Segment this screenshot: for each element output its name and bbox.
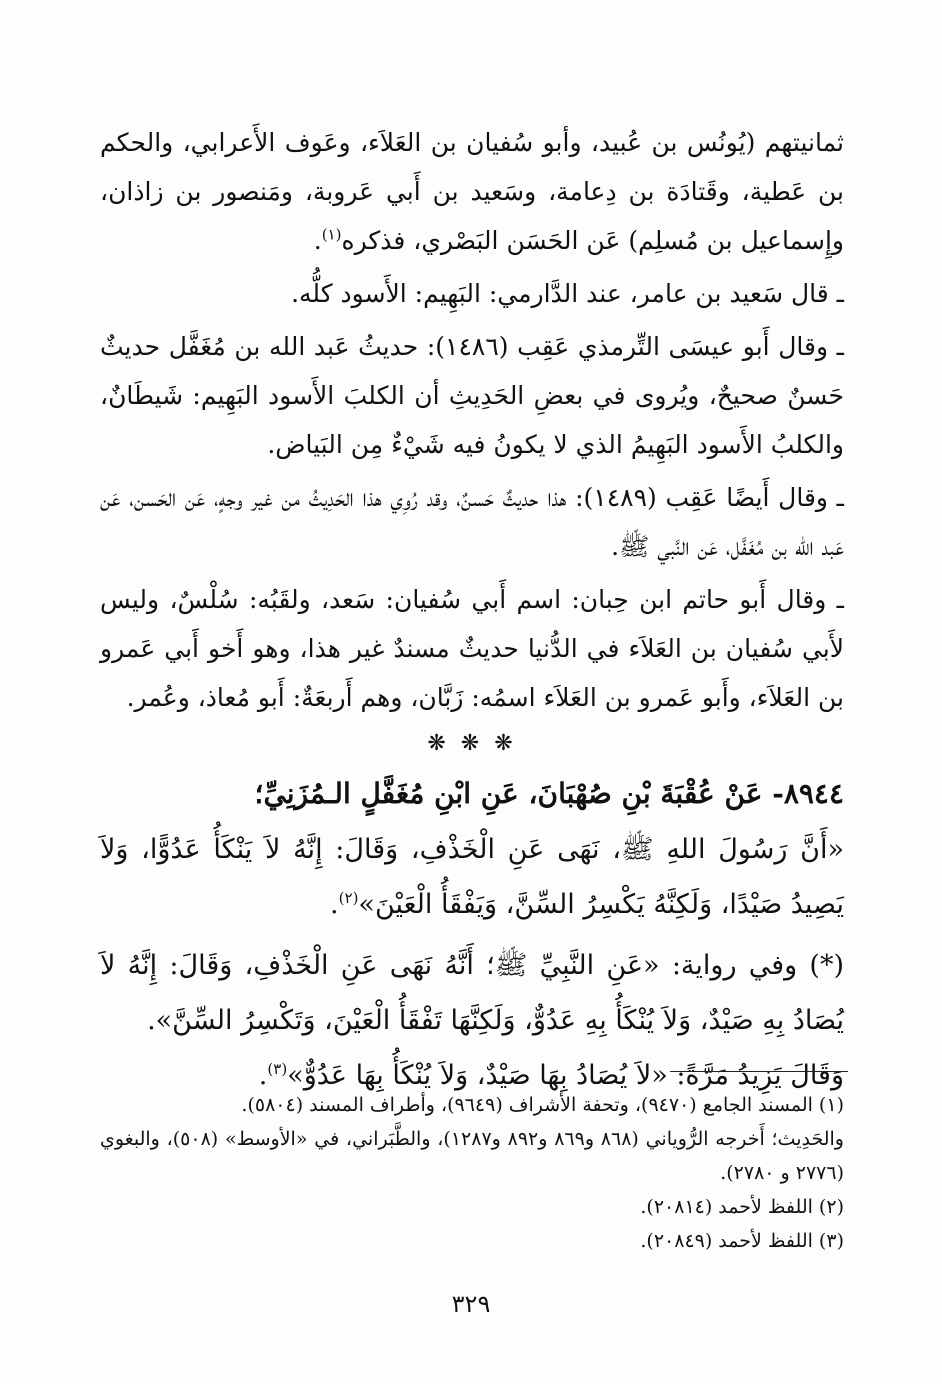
page-number: ٣٢٩ [451,1290,491,1318]
footnotes [100,1088,844,1258]
hadith-heading: ٨٩٤٤- عَنْ عُقْبَةَ بْنِ صُهْبَانَ، عَنِ ابْنِ مُغَفَّلٍ الـمُزَنِيِّ؛ [254,777,844,810]
paragraph-narrators: ثمانيتهم (يُونُس بن عُبيد، وأبو سُفيان بن العَلاَء، وعَوف الأَعرابي، والحكم بن عَطية، وقَتادَة بن دِعامة، وسَعيد بن أَبي عَروبة، ومَنصور بن زاذان، وإِسماعيل بن مُسلِم) عَن الحَسَن البَصْري، فذكره$^{(١)}$. [100,128,844,255]
yazid-body: وَقَالَ يَزِيدُ مَرَّةً: «لاَ يُصَادُ بِهَا صَيْدٌ، وَلاَ يُنْكَأُ بِهَا عَدُوٌّ» [287,1060,844,1091]
section-separator: ❋ ❋ ❋ [427,731,517,756]
paragraph-tirmidhi-1489: ـ وقال أَيضًا عَقِب (١٤٨٩): هذا حديثٌ حَسنٌ، وقد رُوِي هذا الحَدِيثُ من غير وجهٍ، عَن الحَسن، عَن عَبد الله بن مُغَفَّل، عَن النَّبي ﷺ. [100,483,844,561]
footnote-ref: (٢) [338,889,359,907]
paragraph-ibn-hibban: ـ وقال أَبو حاتم ابن حِبان: اسم أَبي سُفيان: سَعد، ولقَبُه: سُلْسٌ، وليس لأَبي سُفيان بن العَلاَء في الدُّنيا حديثٌ مسندٌ غير هذا، وهو أَخو أَبي عَمرو بن العَلاَء، وأَبو عَمرو بن العَلاَء اسمُه: زَبَّان، وهم أَربعَةٌ: أَبو مُعاذ، وعُمر. [100,585,844,712]
paragraph-text: ثمانيتهم (يُونُس بن عُبيد، وأبو سُفيان بن العَلاَء، وعَوف الأَعرابي، والحكم بن عَطية، وقَتادَة بن دِعامة، وسَعيد بن أَبي عَروبة، ومَنصور بن زاذان، وإِسماعيل بن مُسلِم) عَن الحَسَن البَصْري، فذكره [100,128,844,255]
footnote-divider [670,1071,848,1072]
paragraph-darimi: ـ قال سَعيد بن عامر، عند الدَّارمي: البَهِيم: الأَسود كلُّه. [291,279,844,308]
paragraph-tirmidhi-1486: ـ وقال أَبو عيسَى التِّرمذي عَقِب (١٤٨٦): حديثُ عَبد الله بن مُغَفَّل حديثٌ حَسنٌ صحيحٌ، ويُروى في بعضِ الحَدِيثِ أن الكلبَ الأَسود البَهِيم: شَيطَانٌ، والكلبُ الأَسود البَهِيمُ الذي لا يكونُ فيه شَيْءٌ مِن البَياض. [100,332,845,459]
footnote-ref: (٣) [267,1060,288,1078]
footnote-1: (١) المسند الجامع (٩٤٧٠)، وتحفة الأشراف (٩٦٤٩)، وأطراف المسند (٥٨٠٤). [241,1094,844,1116]
yazid-text: وَقَالَ يَزِيدُ مَرَّةً: «لاَ يُصَادُ بِهَا صَيْدٌ، وَلاَ يُنْكَأُ بِهَا عَدُوٌّ»$^{(٣)}$. [258,1060,844,1091]
main-text [100,118,844,1103]
footnote-ref: (١) [321,225,342,244]
hadith-body: «أَنَّ رَسُولَ اللهِ ﷺ، نَهَى عَنِ الْخَذْفِ، وَقَالَ: إِنَّهُ لاَ يَنْكَأُ عَدُوًّا، وَلاَ يَصِيدُ صَيْدًا، وَلَكِنَّهُ يَكْسِرُ السِّنَّ، وَيَفْقَأُ الْعَيْنَ» [100,834,844,920]
footnote-1-continuation: والحَدِيث؛ أَخرجه الرُّوياني (٨٦٨ و٨٦٩ و٨٩٢ و١٢٨٧)، والطَّبَراني، في «الأوسط» (٥٠٨)، والبغوي (٢٧٧٦ و ٢٧٨٠). [100,1128,844,1184]
footnote-3: (٣) اللفظ لأحمد (٢٠٨٤٩). [640,1230,844,1252]
riwaya-text: (*) وفي رواية: «عَنِ النَّبِيِّ ﷺ؛ أَنَّهُ نَهَى عَنِ الْخَذْفِ، وَقَالَ: إِنَّهُ لاَ يُصَادُ بِهِ صَيْدٌ، وَلاَ يُنْكَأُ بِهِ عَدُوٌّ، وَلَكِنَّهَا تَفْقَأُ الْعَيْنَ، وَتَكْسِرُ السِّنَّ». [100,950,844,1036]
hadith-text: «أَنَّ رَسُولَ اللهِ ﷺ، نَهَى عَنِ الْخَذْفِ، وَقَالَ: إِنَّهُ لاَ يَنْكَأُ عَدُوًّا، وَلاَ يَصِيدُ صَيْدًا، وَلَكِنَّهُ يَكْسِرُ السِّنَّ، وَيَفْقَأُ الْعَيْنَ»$^{(٢)}$. [100,834,844,920]
footnote-2: (٢) اللفظ لأحمد (٢٠٨١٤). [640,1196,844,1218]
